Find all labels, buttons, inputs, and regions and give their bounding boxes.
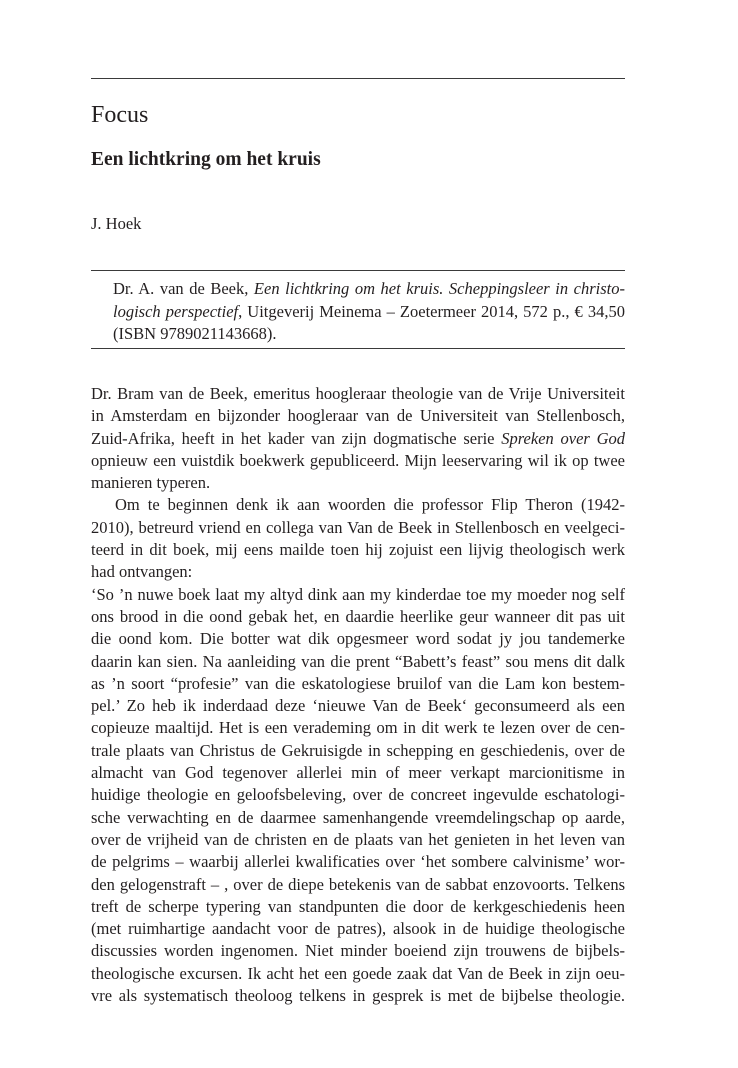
text-line: treft de scherpe typering van standpunten die door de kerkgeschiedenis heen xyxy=(91,896,625,916)
text-line: almacht van God tegenover allerlei min of meer verkapt marcionitisme in xyxy=(91,763,625,783)
book-reference-publication: , Uitgeverij Meinema – Zoetermeer 2014, 572 p., € 34,50 (ISBN 9789021143668). xyxy=(113,301,625,343)
author-name: J. Hoek xyxy=(91,214,142,233)
book-reference-author: Dr. A. van de Beek, xyxy=(113,279,254,298)
text-line: opnieuw een vuistdik boekwerk gepubliceerd. Mijn leeservaring wil ik op twee xyxy=(91,450,625,470)
section-label: Focus xyxy=(91,102,149,128)
text-run: Zuid-Afrika, heeft in het kader van zijn dogmatische serie xyxy=(91,428,502,448)
text-line: (met ruimhartige aandacht voor de patres), alsook in de huidige theologische xyxy=(91,919,625,939)
text-line: Dr. Bram van de Beek, emeritus hoogleraar theologie van de Vrije Universiteit xyxy=(91,384,625,403)
series-title: Spreken over God xyxy=(501,428,625,448)
article-title: Een lichtkring om het kruis xyxy=(91,149,321,170)
text-line: sche verwachting en de daarmee samenhangende vreemdelingschap op aarde, xyxy=(91,807,625,827)
text-line: Om te beginnen denk ik aan woorden die professor Flip Theron (1942- xyxy=(115,495,625,515)
book-reference-bottom-rule xyxy=(91,348,625,349)
text-line: pel.’ Zo heb ik inderdaad deze ‘nieuwe Van de Beek‘ geconsumeerd als een xyxy=(91,696,625,716)
text-line: had ontvangen: xyxy=(91,562,193,582)
text-line: die oond kom. Die botter wat dik opgesmeer word sodat jy jou tandemerke xyxy=(91,629,625,649)
text-line xyxy=(91,428,625,450)
text-line: daarin kan sien. Na aanleiding van die prent “Babett’s feast” sou mens dit dalk xyxy=(91,651,625,671)
book-reference-top-rule xyxy=(91,270,625,271)
text-line: as ’n soort “profesie” van die eskatologiese bruilof van die Lam kon bestem- xyxy=(91,673,625,693)
text-line: trale plaats van Christus de Gekruisigde in schepping en geschiedenis, over de xyxy=(91,740,625,760)
book-reference xyxy=(113,278,625,346)
top-rule xyxy=(91,78,625,79)
text-line: in Amsterdam en bijzonder hoogleraar van de Universiteit van Stellenbosch, xyxy=(91,406,625,426)
text-line: huidige theologie en geloofsbeleving, over de concreet ingevulde eschatologi- xyxy=(91,785,625,805)
text-line: ons brood in die oond gebak het, en daardie heerlike geur wanneer dit pas uit xyxy=(91,606,625,626)
text-line: teerd in dit boek, mij eens mailde toen hij zojuist een lijvig theologisch werk xyxy=(91,540,625,560)
book-reference-title: Een lichtkring om het kruis. Scheppingsleer in christo-logisch perspectief xyxy=(113,279,625,321)
text-line: theologische excursen. Ik acht het een goede zaak dat Van de Beek in zijn oeu- xyxy=(91,963,625,983)
paragraph-3-quote xyxy=(91,584,625,1008)
text-line: manieren typeren. xyxy=(91,473,211,493)
text-line: copieuze maaltijd. Het is een verademing om in dit werk te lezen over de cen- xyxy=(91,718,625,738)
text-line: ‘So ’n nuwe boek laat my altyd dink aan my kinderdae toe my moeder nog self xyxy=(91,584,625,604)
article-body xyxy=(91,383,625,1007)
text-line: vre als systematisch theoloog telkens in gesprek is met de bijbelse theologie. xyxy=(91,986,625,1006)
text-line: 2010), betreurd vriend en collega van Van de Beek in Stellenbosch en veelgeci- xyxy=(91,517,625,537)
text-line: over de vrijheid van de christen en de plaats van het genieten in het leven van xyxy=(91,829,625,849)
paragraph-2 xyxy=(91,494,625,583)
paragraph-1 xyxy=(91,383,625,494)
text-line: de pelgrims – waarbij allerlei kwalificaties over ‘het sombere calvinisme’ wor- xyxy=(91,852,625,872)
text-line: den gelogenstraft – , over de diepe betekenis van de sabbat enzovoorts. Telkens xyxy=(91,874,625,894)
text-line: discussies worden ingenomen. Niet minder boeiend zijn trouwens de bijbels- xyxy=(91,941,625,961)
